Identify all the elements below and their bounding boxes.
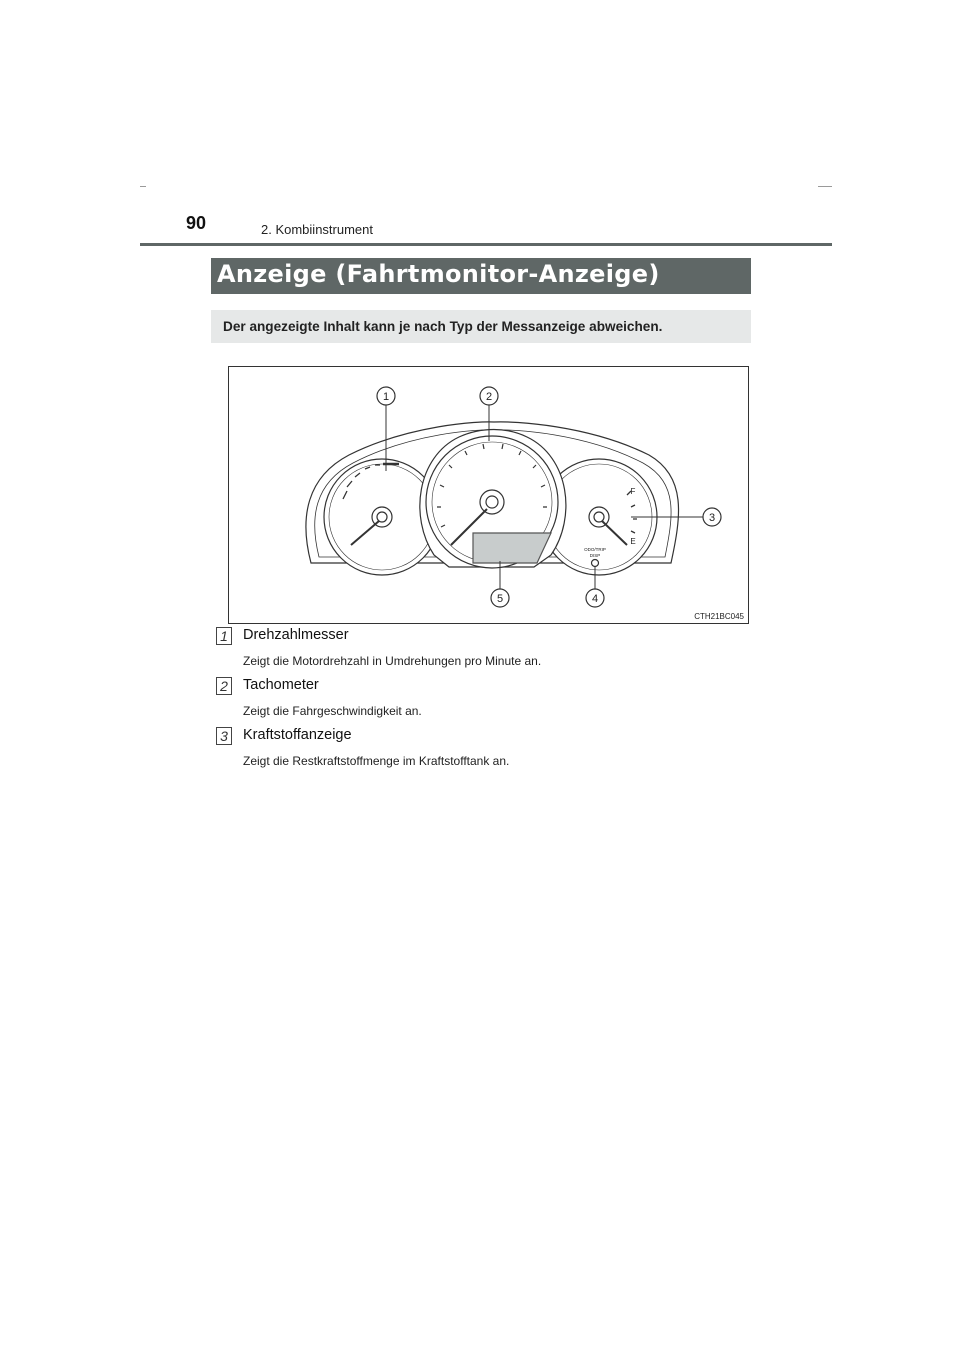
header-rule xyxy=(140,243,832,246)
item-title: Kraftstoffanzeige xyxy=(243,727,352,743)
callout-label-3: 3 xyxy=(708,512,716,524)
section-banner xyxy=(211,258,751,294)
page-number: 90 xyxy=(186,213,207,233)
callout-label-1: 1 xyxy=(382,391,390,403)
item-number-badge: 1 xyxy=(216,627,232,645)
item-description: Zeigt die Fahrgeschwindigkeit an. xyxy=(243,704,422,718)
item-number-badge: 2 xyxy=(216,677,232,695)
item-description: Zeigt die Motordrehzahl in Umdrehungen pro Minute an. xyxy=(243,654,542,668)
item-title: Drehzahlmesser xyxy=(243,627,349,643)
callout-label-5: 5 xyxy=(496,593,504,605)
crop-mark-right xyxy=(818,186,832,187)
instrument-cluster-figure xyxy=(228,366,749,624)
multi-info-display xyxy=(473,533,551,563)
info-box xyxy=(211,310,751,343)
figure-code: CTH21BC045 xyxy=(694,612,744,621)
callout-label-2: 2 xyxy=(485,391,493,403)
section-title: Anzeige (Fahrtmonitor-Anzeige) xyxy=(217,260,660,288)
callout-label-4: 4 xyxy=(591,593,599,605)
speedo-hub xyxy=(480,490,504,514)
item-number-badge: 3 xyxy=(216,727,232,745)
item-description: Zeigt die Restkraftstoffmenge im Kraftstofftank an. xyxy=(243,754,510,768)
info-text: Der angezeigte Inhalt kann je nach Typ der Messanzeige abweichen. xyxy=(223,319,663,334)
odo-trip-label: ODO/TRIP xyxy=(584,547,606,552)
crop-mark-left xyxy=(140,186,146,187)
item-title: Tachometer xyxy=(243,677,319,693)
fuel-full-label: F xyxy=(630,487,636,496)
fuel-empty-label: E xyxy=(630,537,636,546)
disp-label: DISP xyxy=(589,553,601,558)
instrument-cluster-illustration xyxy=(229,367,750,625)
chapter-title: 2. Kombiinstrument xyxy=(261,222,373,237)
